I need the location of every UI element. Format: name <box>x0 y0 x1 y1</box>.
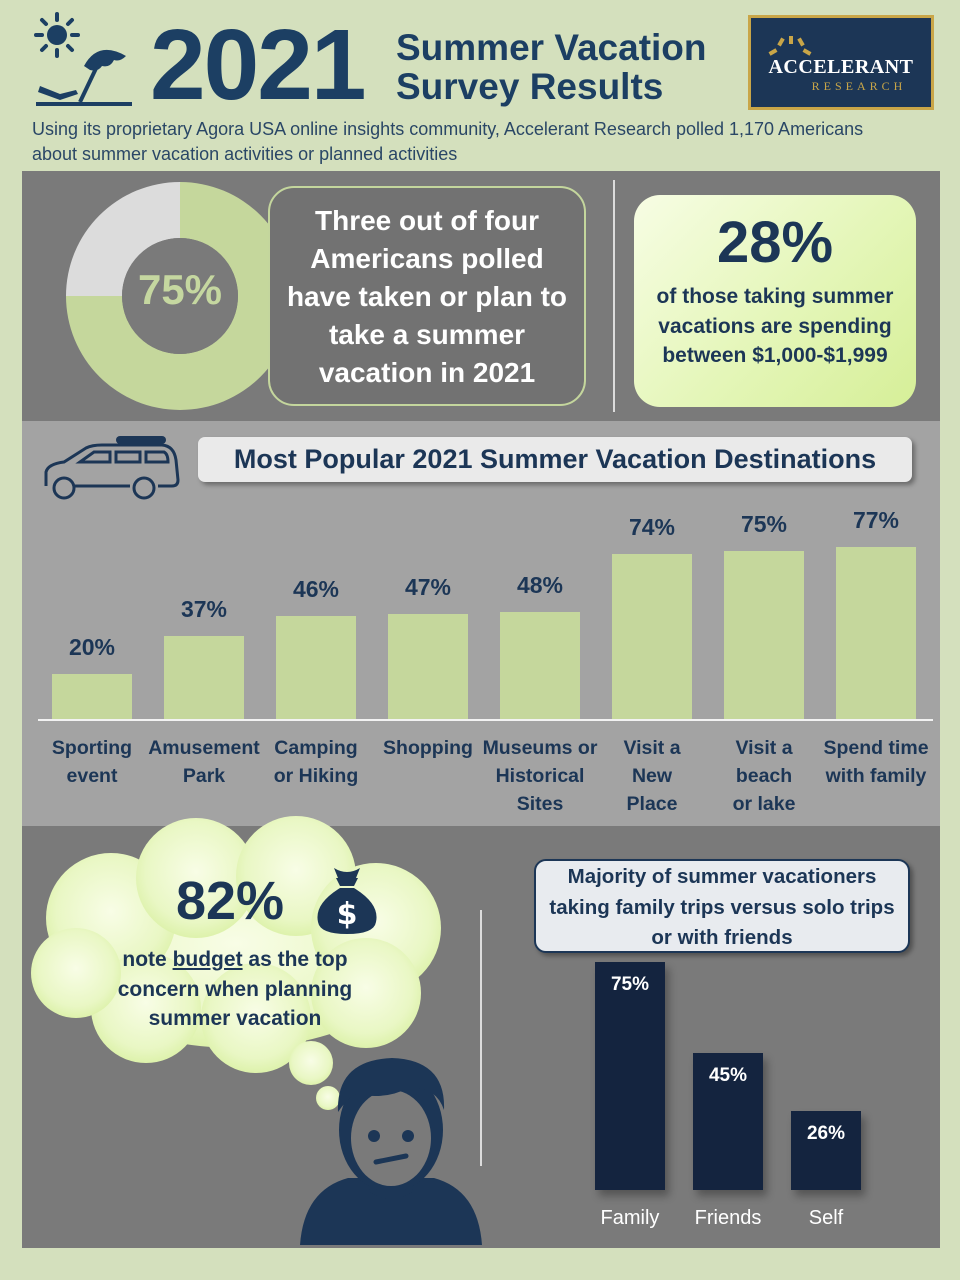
section-divider-2 <box>480 910 482 1166</box>
destination-category-label: Spend time with family <box>823 737 929 787</box>
budget-emphasis: budget <box>172 948 243 971</box>
destinations-chart-title: Most Popular 2021 Summer Vacation Destinations <box>233 444 877 474</box>
budget-text-before: note <box>122 948 173 971</box>
spending-percent: 28% <box>716 210 834 275</box>
car-icon <box>40 434 182 506</box>
destination-value-label: 46% <box>292 576 340 603</box>
beach-umbrella-icon <box>34 38 134 108</box>
destination-category-label: Visit a New Place <box>623 737 681 815</box>
money-bag-icon <box>312 864 382 936</box>
svg-text:$: $ <box>336 897 358 932</box>
donut-center-label: 75% <box>137 266 223 313</box>
trip-company-category-label: Friends <box>694 1207 762 1229</box>
trip-company-chart-title: Majority of summer vacationers taking family trips versus solo trips or with friends <box>549 865 895 949</box>
thinking-person-icon <box>296 1050 486 1245</box>
destination-category-label: Camping or Hiking <box>273 737 359 787</box>
budget-concern-percent: 82% <box>175 871 285 931</box>
destination-category-label: Museums or Historical Sites <box>482 737 598 815</box>
destination-bar <box>276 616 356 719</box>
spending-text: of those taking summer vacations are spending between $1,000-$1,999 <box>656 285 894 367</box>
trip-company-value-label: 75% <box>610 974 650 995</box>
destination-bar <box>500 612 580 719</box>
destination-value-label: 47% <box>404 574 452 600</box>
year-heading: 2021 <box>150 9 365 121</box>
vacation-rate-text: Three out of four Americans polled have taken or plan to take a summer vacation in 2021 <box>286 205 568 388</box>
destination-value-label: 37% <box>180 596 228 623</box>
budget-concern-text <box>90 945 380 1034</box>
destination-bar <box>612 554 692 719</box>
trip-company-value-label: 45% <box>708 1065 748 1087</box>
logo-name: ACCELERANT <box>768 56 914 78</box>
destination-category-label: Amusement Park <box>148 737 260 787</box>
destination-value-label: 20% <box>68 634 116 661</box>
logo-tagline: RESEARCH <box>811 79 907 93</box>
destination-bar <box>52 674 132 719</box>
destination-category-label: Shopping <box>383 737 473 759</box>
destination-bar <box>388 614 468 719</box>
title-line-2: Survey Results <box>396 66 664 107</box>
destination-bar <box>164 636 244 719</box>
destination-value-label: 77% <box>852 507 900 533</box>
destination-value-label: 48% <box>516 571 564 598</box>
trip-company-category-label: Self <box>808 1207 844 1229</box>
destination-value-label: 75% <box>740 511 788 538</box>
destinations-baseline <box>38 719 933 721</box>
accelerant-research-logo <box>748 15 934 110</box>
budget-text-after: as the top concern when planning summer vacation <box>117 948 353 1030</box>
destination-bar <box>724 551 804 719</box>
destination-bar <box>836 547 916 719</box>
title-line-1: Summer Vacation <box>396 27 707 68</box>
section-divider <box>613 180 615 412</box>
destination-value-label: 74% <box>628 513 676 540</box>
destination-category-label: Visit a beach or lake <box>732 737 796 815</box>
trip-company-bar <box>595 962 665 1190</box>
destination-category-label: Sporting event <box>51 737 133 787</box>
trip-company-category-label: Family <box>600 1207 660 1229</box>
trip-company-value-label: 26% <box>806 1122 846 1144</box>
survey-description: Using its proprietary Agora USA online insights community, Accelerant Research polled 1,170 Americans about summer vacation activities or planned activities <box>32 119 864 164</box>
